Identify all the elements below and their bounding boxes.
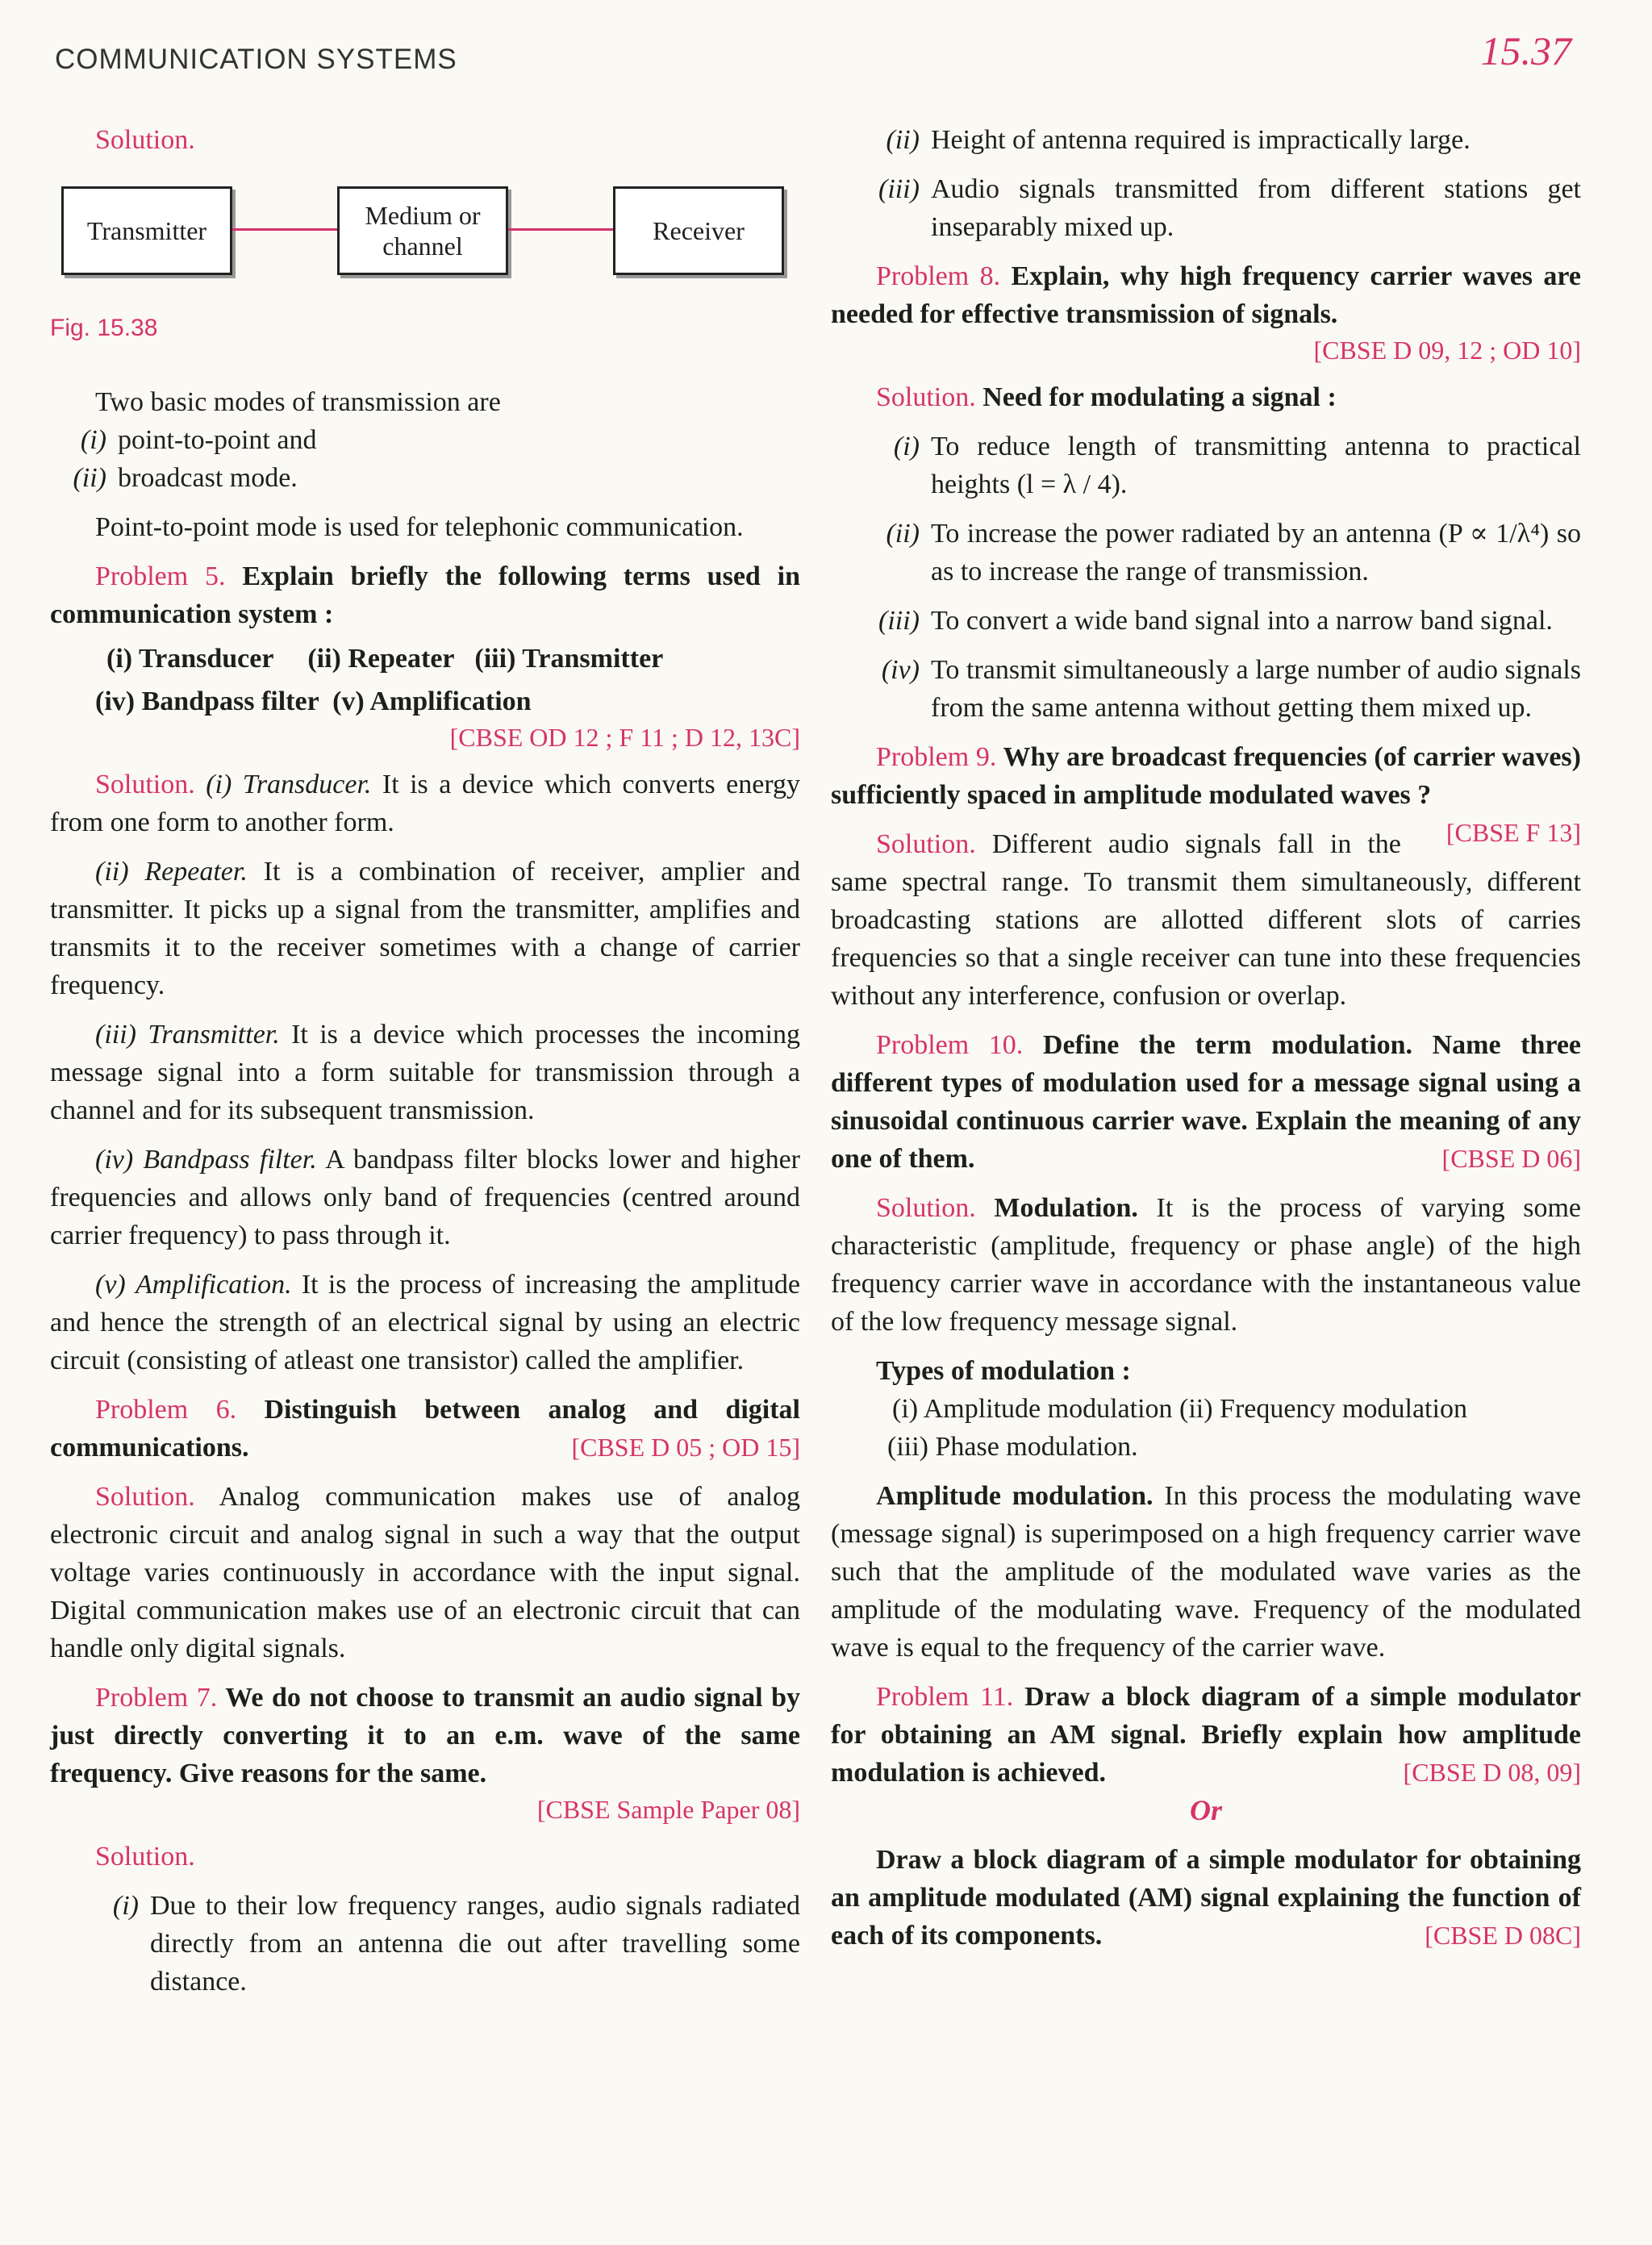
- types-heading: Types of modulation :: [876, 1356, 1131, 1386]
- block-diagram: [50, 172, 800, 341]
- s7-i-text: Due to their low frequency ranges, audio signals radiated directly from an antenna die out after travelling some distance.: [150, 1891, 800, 1997]
- problem-5-terms-2: (iv) Bandpass filter (v) Amplification: [95, 686, 532, 716]
- s5-i-term: Transducer.: [242, 770, 372, 799]
- solution-8-label: Solution.: [876, 382, 976, 412]
- s5-ii-num: (ii): [95, 857, 129, 887]
- s5-i-num: (i): [206, 770, 232, 799]
- s5-ii-term: Repeater.: [144, 857, 248, 887]
- problem-6-ref: [CBSE D 05 ; OD 15]: [571, 1433, 800, 1462]
- solution-5-i: [50, 766, 800, 841]
- solution-9: [831, 825, 1581, 1015]
- problem-6-label: Problem 6.: [95, 1395, 237, 1425]
- solution-5-label: Solution.: [95, 770, 195, 799]
- problem-9-question: Why are broadcast frequencies (of carrier waves) sufficiently spaced in amplitude modulated waves ?: [831, 742, 1581, 810]
- s7-ii-num: (ii): [886, 125, 920, 155]
- s5-iv-num: (iv): [95, 1145, 134, 1175]
- solution-8-heading: Need for modulating a signal :: [982, 382, 1337, 412]
- s8-iv-text: To transmit simultaneously a large number of audio signals from the same antenna without getting them mixed up.: [931, 655, 1581, 723]
- s8-i: [863, 428, 1581, 503]
- problem-10-ref: [CBSE D 06]: [1441, 1144, 1581, 1173]
- solution-label: [50, 121, 800, 159]
- s5-iv-text: A bandpass filter blocks lower and higher frequencies and allows only band of frequencies (centred around carrier frequency) to pass through it.: [50, 1145, 801, 1250]
- s5-iii-text: It is a device which processes the incoming message signal into a form suitable for transmission through a channel and for its subsequent transmission.: [50, 1020, 800, 1125]
- problem-5-label: Problem 5.: [95, 561, 226, 591]
- solution-6-text: Analog communication makes use of analog electronic circuit and analog signal in such a way that the output voltage varies continuously in accordance with the input signal. Digital communication makes use of an electronic circuit that can handle only digital signals.: [50, 1482, 801, 1663]
- types-line-1: (i) Amplitude modulation (ii) Frequency modulation: [892, 1394, 1467, 1424]
- problem-5-question: Explain briefly the following terms used in communication system :: [50, 561, 801, 629]
- s8-iv: [863, 651, 1581, 727]
- solution-6: [50, 1478, 800, 1667]
- right-column: [831, 121, 1581, 1955]
- s5-ii-text: It is a combination of receiver, amplier and transmitter. It picks up a signal from the transmitter, amplifies and transmits it to the receiver sometimes with a change of carrier frequency.: [50, 857, 801, 1000]
- problem-7-question: We do not choose to transmit an audio signal by just directly converting it to an e.m. wave of the same frequency. Give reasons for the same.: [50, 1683, 801, 1788]
- receiver-box: Receiver: [613, 186, 784, 275]
- s5-iii-num: (iii): [95, 1020, 136, 1049]
- solution-7-label-row: [50, 1838, 800, 1876]
- mode-2: [50, 459, 800, 497]
- am-paragraph: [831, 1477, 1581, 1667]
- solution-7-label: Solution.: [95, 1842, 195, 1872]
- solution-5-v: [50, 1266, 800, 1379]
- problem-8: [831, 257, 1581, 333]
- mode-1: [50, 421, 800, 459]
- problem-11-question: Draw a block diagram of a simple modulator for obtaining an AM signal. Briefly explain how amplitude modulation is achieved.: [831, 1682, 1581, 1788]
- problem-11-label: Problem 11.: [876, 1682, 1014, 1712]
- s8-i-text: To reduce length of transmitting antenna to practical heights (l = λ / 4).: [931, 432, 1581, 499]
- s8-ii: [863, 515, 1581, 590]
- left-column: [50, 121, 800, 2001]
- problem-5-ref: [CBSE OD 12 ; F 11 ; D 12, 13C]: [449, 723, 800, 752]
- problem-11-ref: [CBSE D 08, 09]: [1403, 1758, 1581, 1787]
- solution-10: [831, 1189, 1581, 1341]
- s8-iv-num: (iv): [881, 655, 920, 685]
- solution-9-label: Solution.: [876, 829, 976, 859]
- solution-10-term: Modulation.: [994, 1193, 1138, 1223]
- s7-iii-text: Audio signals transmitted from different stations get inseparably mixed up.: [931, 174, 1581, 242]
- problem-5: [50, 557, 800, 633]
- solution-5-ii: [50, 853, 800, 1004]
- solution-label-text: Solution.: [95, 125, 195, 155]
- s7-iii-num: (iii): [878, 174, 920, 204]
- problem-11-alt-question: Draw a block diagram of a simple modulator for obtaining an amplitude modulated (AM) signal explaining the function of each of its components.: [831, 1845, 1581, 1951]
- problem-8-label: Problem 8.: [876, 261, 1001, 291]
- am-text: In this process the modulating wave (message signal) is superimposed on a high frequency carrier wave such that the amplitude of the modulated wave varies as the amplitude of the modulating wave. Frequency of the modulated wave is equal to the frequency of the carrier wave.: [831, 1481, 1581, 1663]
- figure-label: Fig. 15.38: [50, 315, 158, 341]
- page-number: 15.37: [1480, 28, 1571, 73]
- problem-6-question: Distinguish between analog and digital communications.: [50, 1395, 800, 1463]
- s8-i-num: (i): [893, 432, 920, 461]
- problem-11-alt: [831, 1841, 1581, 1955]
- mode-1-text: point-to-point and: [118, 425, 317, 455]
- problem-10-question: Define the term modulation. Name three different types of modulation used for a message signal using a sinusoidal continuous carrier wave. Explain the meaning of any one of them.: [831, 1030, 1582, 1174]
- running-header: COMMUNICATION SYSTEMS: [55, 44, 457, 75]
- ptp-paragraph: Point-to-point mode is used for telephonic communication.: [95, 512, 744, 542]
- modes-intro: Two basic modes of transmission are: [95, 387, 501, 417]
- s5-v-text: It is the process of increasing the amplitude and hence the strength of an electrical signal by using an electric circuit (consisting of atleast one transistor) called the amplifier.: [50, 1270, 801, 1375]
- mode-2-num: (ii): [73, 463, 106, 493]
- problem-10-label: Problem 10.: [876, 1030, 1024, 1060]
- problem-9-label: Problem 9.: [876, 742, 997, 772]
- s8-ii-text: To increase the power radiated by an antenna (P ∝ 1/λ⁴) so as to increase the range of transmission.: [931, 519, 1581, 586]
- s7-ii: [863, 121, 1581, 159]
- solution-5-iii: [50, 1016, 800, 1129]
- s7-i-num: (i): [112, 1891, 139, 1921]
- problem-8-ref: [CBSE D 09, 12 ; OD 10]: [1313, 336, 1581, 365]
- problem-6: [50, 1391, 800, 1467]
- s5-v-num: (v): [95, 1270, 126, 1300]
- problem-5-terms-1: (i) Transducer (ii) Repeater (iii) Transmitter: [106, 644, 664, 674]
- s7-iii: [863, 170, 1581, 246]
- or-separator: Or: [1189, 1794, 1222, 1826]
- channel-box: Medium or channel: [337, 186, 508, 275]
- mode-2-text: broadcast mode.: [118, 463, 298, 493]
- problem-8-question: Explain, why high frequency carrier waves are needed for effective transmission of signals.: [831, 261, 1581, 329]
- solution-9-text: Different audio signals fall in the same spectral range. To transmit them simultaneously, different broadcasting stations are allotted different slots of carries frequencies so that a single receiver can tune into these frequencies without any interference, confusion or overlap.: [831, 829, 1581, 1011]
- solution-8-head: [831, 378, 1581, 416]
- s7-ii-text: Height of antenna required is impractically large.: [931, 125, 1471, 155]
- types-line-2: (iii) Phase modulation.: [887, 1432, 1138, 1462]
- problem-7: [50, 1679, 800, 1792]
- s8-ii-num: (ii): [886, 519, 920, 549]
- problem-10: [831, 1026, 1581, 1178]
- s5-iv-term: Bandpass filter.: [143, 1145, 317, 1175]
- solution-10-text: It is the process of varying some characteristic (amplitude, frequency or phase angle) of the high frequency carrier wave in accordance with the instantaneous value of the low frequency message signal.: [831, 1193, 1582, 1337]
- problem-7-ref: [CBSE Sample Paper 08]: [536, 1795, 800, 1824]
- am-term: Amplitude modulation.: [876, 1481, 1153, 1511]
- mode-1-num: (i): [80, 425, 106, 455]
- solution-10-label: Solution.: [876, 1193, 976, 1223]
- problem-7-label: Problem 7.: [95, 1683, 218, 1713]
- problem-9-ref: [CBSE F 13]: [1446, 818, 1581, 847]
- solution-5-iv: [50, 1141, 800, 1254]
- s5-i-text: It is a device which converts energy from one form to another form.: [50, 770, 801, 837]
- s8-iii-text: To convert a wide band signal into a narrow band signal.: [931, 606, 1553, 636]
- s8-iii: [863, 602, 1581, 640]
- s5-v-term: Amplification.: [136, 1270, 292, 1300]
- solution-6-label: Solution.: [95, 1482, 195, 1512]
- transmitter-box: Transmitter: [61, 186, 232, 275]
- problem-11: [831, 1678, 1581, 1792]
- solution-7-i: [98, 1887, 800, 2001]
- problem-11-alt-ref: [CBSE D 08C]: [1425, 1921, 1581, 1950]
- s5-iii-term: Transmitter.: [148, 1020, 280, 1049]
- s8-iii-num: (iii): [878, 606, 920, 636]
